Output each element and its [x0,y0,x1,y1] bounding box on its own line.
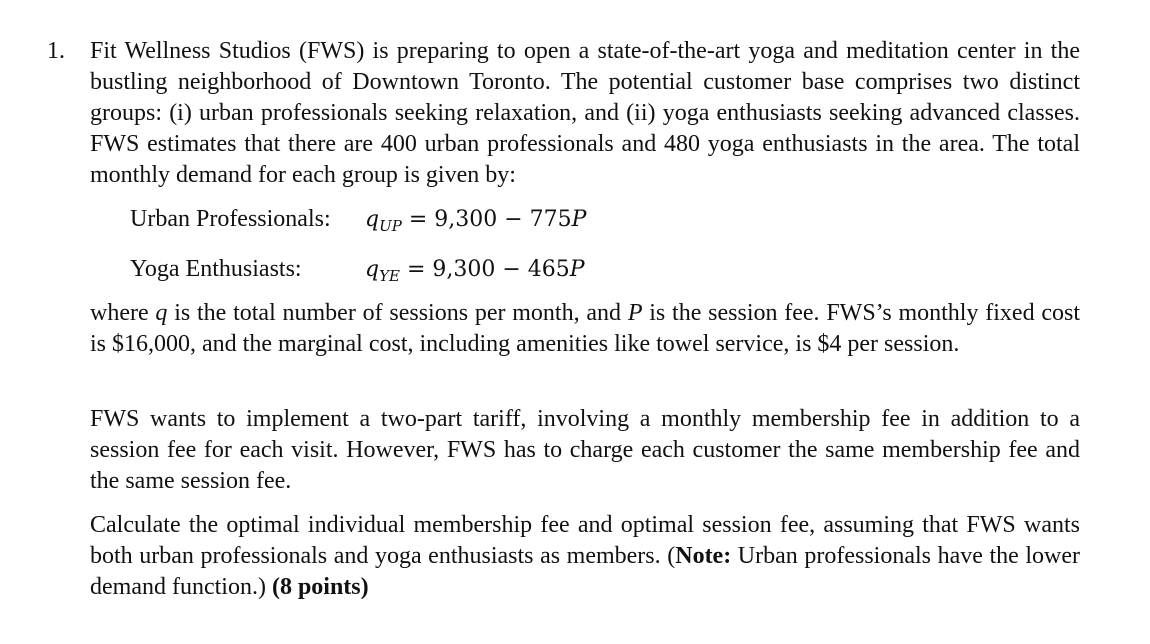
note-label: Note: [675,543,732,569]
equation-subscript: UP [379,217,402,235]
question-intro-wrapper [90,36,1080,191]
equation-urban-professionals [130,204,830,235]
points-label: (8 points) [271,574,369,600]
task-text-1: Calculate the optimal individual membership fee and optimal session fee, assuming that FWS wants both urban professionals and yoga enthusiasts as members. ( [90,512,1080,569]
tariff-paragraph-wrapper [90,404,1080,497]
equation-subscript: YE [379,267,400,285]
where-var-q: q [155,300,168,326]
equation-rhs: = 9,300 − 775 [408,207,572,232]
equation-rhs-var: P [571,207,587,232]
where-var-p: P [627,300,643,326]
equation-yoga-enthusiasts [130,254,830,285]
equation-label: Urban Professionals: [130,206,331,232]
equation-rhs: = 9,300 − 465 [406,257,570,282]
where-text-2: is the total number of sessions per month, and [167,300,628,326]
equation-rhs-var: P [569,257,585,282]
equation-var: q [365,207,380,232]
equation-formula [365,254,585,287]
task-text-2: Urban professionals have the lower demand function.) [90,543,1081,600]
task-paragraph [90,510,1080,603]
equation-label: Yoga Enthusiasts: [130,256,302,282]
where-paragraph-wrapper [90,298,1080,360]
where-text-3: is the session fee. FWS’s monthly fixed cost is $16,000, and the marginal cost, including amenities like towel service, is $4 per session. [90,300,1081,357]
question-number: 1. [47,38,65,64]
where-text-1: where [90,300,156,326]
equation-formula [365,204,586,237]
tariff-paragraph: FWS wants to implement a two-part tariff, involving a monthly membership fee in addition to a session fee for each visit. However, FWS has to charge each customer the same membership fee and the same session fee. [90,406,1080,494]
equation-var: q [365,257,380,282]
question-intro: Fit Wellness Studios (FWS) is preparing to open a state-of-the-art yoga and meditation center in the bustling neighborhood of Downtown Toronto. The potential customer base comprises two distinct groups: (i) urban professionals seeking relaxation, and (ii) yoga enthusiasts seeking advanced classes. FWS estimates that there are 400 urban professionals and 480 yoga enthusiasts in the area. The total monthly demand for each group is given by: [90,38,1080,188]
task-paragraph-wrapper [90,510,1080,603]
where-paragraph [90,298,1080,360]
